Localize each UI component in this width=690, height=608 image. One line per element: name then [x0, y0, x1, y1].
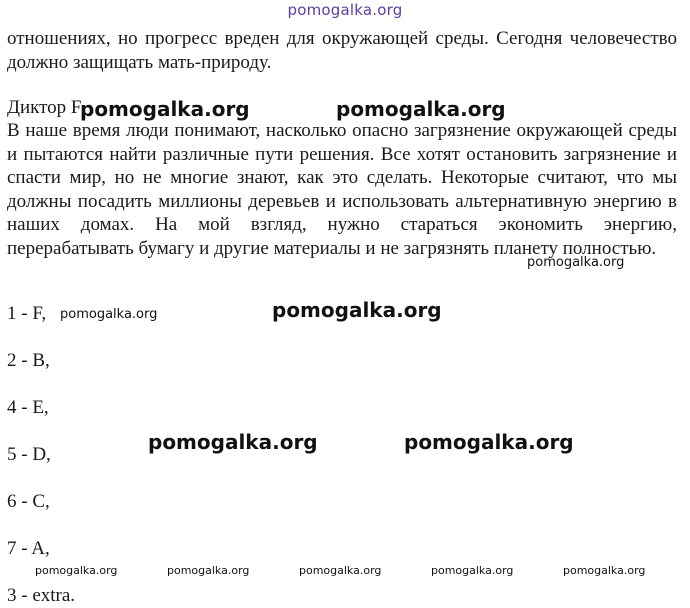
- watermark: pomogalka.org: [527, 255, 625, 270]
- answer-item: 1 - F,: [7, 303, 47, 324]
- watermark: pomogalka.org: [404, 430, 574, 454]
- speaker-label: Диктор F: [7, 97, 82, 118]
- watermark: pomogalka.org: [148, 430, 318, 454]
- answer-item: 4 - E,: [7, 397, 49, 418]
- answer-item: 2 - B,: [7, 350, 50, 371]
- watermark: pomogalka.org: [35, 564, 118, 577]
- watermark: pomogalka.org: [336, 97, 506, 121]
- watermark: pomogalka.org: [60, 307, 158, 322]
- paragraph-1: отношениях, но прогресс вреден для окружающей среды. Сегодня человечество должно защищать мать-природу.: [7, 28, 677, 73]
- site-header-watermark: pomogalka.org: [287, 1, 403, 19]
- watermark: pomogalka.org: [272, 298, 442, 322]
- paragraph-2: В наше время люди понимают, насколько опасно загрязнение окружающей среды и пытаются найти различные пути решения. Все хотят остановить загрязнение и спасти мир, но не многие знают, как это сделать. Некоторые считают, что мы должны посадить миллионы деревьев и использовать альтернативную энергию в наших домах. На мой взгляд, нужно стараться экономить энергию, перерабатывать бумагу и другие материалы и не загрязнять планету полностью.: [7, 120, 677, 259]
- answer-item: 3 - extra.: [7, 585, 76, 606]
- watermark: pomogalka.org: [80, 97, 250, 121]
- answer-item: 7 - A,: [7, 538, 50, 559]
- watermark: pomogalka.org: [563, 564, 646, 577]
- answer-item: 5 - D,: [7, 444, 51, 465]
- answer-item: 6 - C,: [7, 491, 50, 512]
- watermark: pomogalka.org: [431, 564, 514, 577]
- watermark: pomogalka.org: [299, 564, 382, 577]
- watermark: pomogalka.org: [167, 564, 250, 577]
